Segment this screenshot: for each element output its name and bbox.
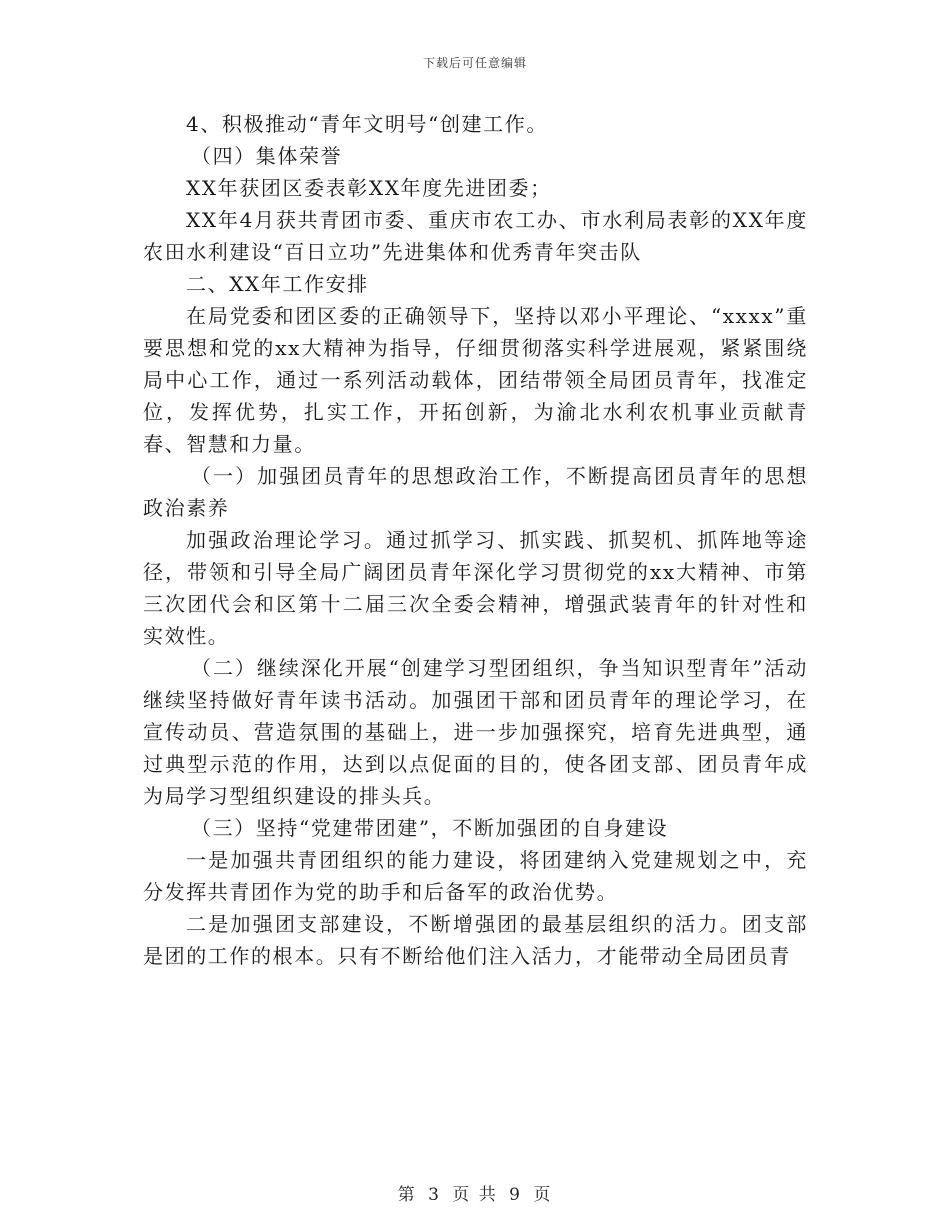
paragraph-learning-organization: （二）继续深化开展“创建学习型团组织，争当知识型青年”活动继续坚持做好青年读书活动。加强团干部和团员青年的理论学习，在宣传动员、营造氛围的基础上，进一步加强探究，培育先进典型，通过典型示范的作用，达到以点促面的目的，使各团支部、团员青年成为局学习型组织建设的排头兵。 (143, 656, 808, 808)
footer-middle: 页 共 (452, 1185, 498, 1205)
paragraph-honor-2: XX年4月获共青团市委、重庆市农工办、市水利局表彰的XX年度农田水利建设“百日立功”先进集体和优秀青年突击队 (143, 208, 808, 264)
section-heading-party-building: （三）坚持“党建带团建”，不断加强团的自身建设 (191, 816, 669, 840)
footer-total-pages: 9 (509, 1185, 522, 1205)
section-heading-ideology: （一）加强团员青年的思想政治工作，不断提高团员青年的思想政治素养 (143, 464, 808, 520)
paragraph-branch-building: 二是加强团支部建设，不断增强团的最基层组织的活力。团支部是团的工作的根本。只有不断给他们注入活力，才能带动全局团员青 (143, 912, 808, 968)
paragraph-theory-study: 加强政治理论学习。通过抓学习、抓实践、抓契机、抓阵地等途径，带领和引导全局广阔团员青年深化学习贯彻党的xx大精神、市第三次团代会和区第十二届三次全委会精神，增强武装青年的针对性和实效性。 (143, 528, 808, 648)
page-number-footer (0, 1180, 950, 1205)
section-heading-work-plan: 二、XX年工作安排 (186, 272, 369, 296)
paragraph-capacity-building: 一是加强共青团组织的能力建设，将团建纳入党建规划之中，充分发挥共青团作为党的助手和后备军的政治优势。 (143, 848, 808, 904)
page-header-note: 下载后可任意编辑 (422, 56, 527, 70)
footer-current-page: 3 (428, 1185, 441, 1205)
section-heading-collective-honors: （四）集体荣誉 (191, 144, 343, 168)
paragraph-guidance: 在局党委和团区委的正确领导下，坚持以邓小平理论、“xxxx”重要思想和党的xx大精神为指导，仔细贯彻落实科学进展观，紧紧围绕局中心工作，通过一系列活动载体，团结带领全局团员青年，找准定位，发挥优势，扎实工作，开拓创新，为渝北水利农机事业贡献青春、智慧和力量。 (143, 304, 808, 456)
footer-prefix: 第 (397, 1185, 417, 1205)
footer-suffix: 页 (533, 1185, 553, 1205)
document-body (143, 108, 808, 972)
paragraph-item-4: 4、积极推动“青年文明号“创建工作。 (186, 112, 548, 136)
paragraph-honor-1: XX年获团区委表彰XX年度先进团委； (186, 176, 552, 200)
